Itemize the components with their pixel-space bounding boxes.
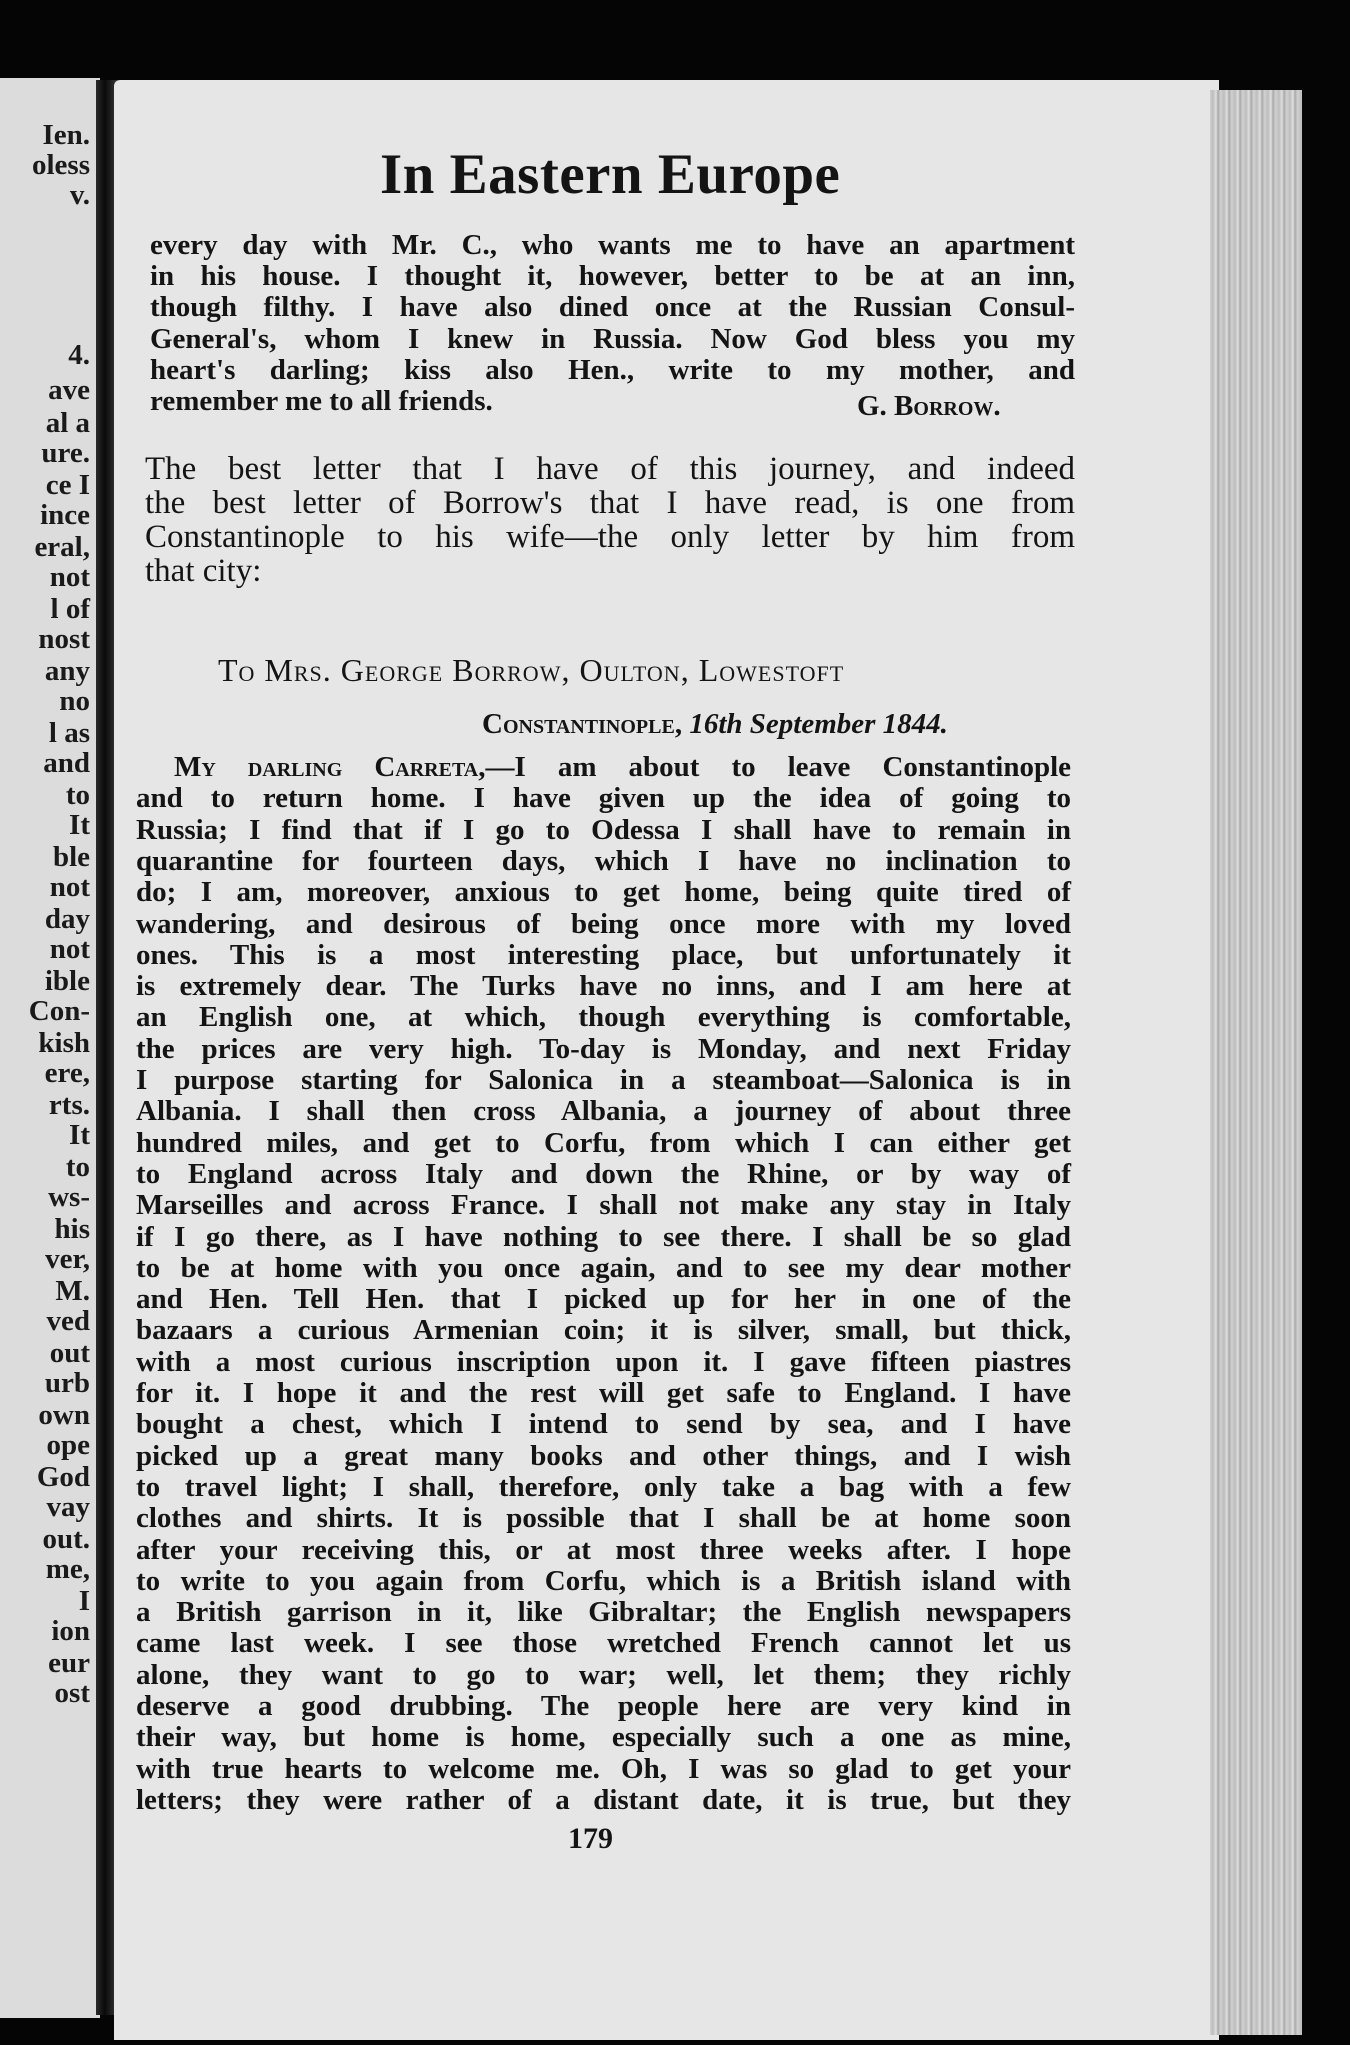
text-line: though filthy. I have also dined once at the Russian Consul- (150, 291, 1075, 324)
text-line: ones. This is a most interesting place, but unfortunately it (136, 938, 1071, 971)
text-line: letters; they were rather of a distant date, it is true, but they (136, 1783, 1071, 1816)
previous-page-fragment: ce I (45, 469, 90, 501)
text-line: hundred miles, and get to Corfu, from which I can either get (136, 1126, 1071, 1159)
text-line: to travel light; I shall, therefore, only take a bag with a few (136, 1470, 1071, 1503)
text-line: clothes and shirts. It is possible that I shall be at home soon (136, 1502, 1071, 1535)
previous-page-fragment: his (54, 1213, 90, 1245)
text-line: quarantine for fourteen days, which I have no inclination to (136, 844, 1071, 877)
previous-page-fragment: 4. (68, 339, 90, 371)
dateline-date: 16th September 1844. (689, 708, 948, 740)
previous-page-fragment: kish (38, 1027, 90, 1059)
previous-page-fragment: urb (44, 1367, 90, 1399)
dateline (482, 708, 948, 741)
text-line: Marseilles and across France. I shall not make any stay in Italy (136, 1189, 1071, 1222)
text-line: The best letter that I have of this journey, and indeed (145, 451, 1075, 487)
previous-page-fragment: out (49, 1337, 90, 1369)
previous-page-fragment: l as (48, 717, 90, 749)
previous-page-fragment: vay (46, 1491, 90, 1523)
previous-page-fragment: ble (52, 841, 90, 873)
text-line: alone, they want to go to war; well, let them; they richly (136, 1658, 1071, 1691)
text-line: every day with Mr. C., who wants me to have an apartment (150, 229, 1075, 261)
text-line: came last week. I see those wretched French cannot let us (136, 1627, 1071, 1660)
text-line: deserve a good drubbing. The people here are very kind in (136, 1690, 1071, 1722)
dateline-place: Constantinople, (482, 708, 683, 740)
previous-page-fragment: ave (48, 374, 90, 406)
text-line: with true hearts to welcome me. Oh, I was so glad to get your (136, 1752, 1071, 1785)
previous-page-fragment: to (65, 1151, 90, 1183)
page-edges (1210, 90, 1302, 2035)
previous-page-fragment: ere, (44, 1057, 90, 1089)
previous-page-fragment: ver, (45, 1243, 90, 1275)
text-line: a British garrison in it, like Gibraltar; the English newspapers (136, 1596, 1071, 1629)
previous-page-fragment: ure. (41, 437, 90, 469)
text-line: heart's darling; kiss also Hen., write to my mother, and (150, 353, 1075, 386)
text-line: that city: (145, 553, 262, 589)
text-line: and to return home. I have given up the idea of going to (136, 782, 1071, 815)
previous-page-fragment: not (49, 871, 90, 903)
previous-page-fragment: not (49, 933, 90, 965)
previous-page-fragment: no (59, 685, 90, 717)
previous-page-fragment: eral, (34, 531, 90, 563)
text-line: an English one, at which, though everything is comfortable, (136, 1001, 1071, 1034)
text-line: Russia; I find that if I go to Odessa I shall have to remain in (136, 813, 1071, 846)
previous-page-fragment: l of (50, 593, 90, 625)
text-line: to be at home with you once again, and to see my dear mother (136, 1251, 1071, 1284)
letter-heading: To Mrs. George Borrow, Oulton, Lowestoft (218, 652, 845, 688)
previous-page-fragment: to (65, 779, 90, 811)
text-line: for it. I hope it and the rest will get safe to England. I have (136, 1377, 1071, 1409)
text-line: I purpose starting for Salonica in a steamboat—Salonica is in (136, 1064, 1071, 1096)
text-line: Albania. I shall then cross Albania, a journey of about three (136, 1095, 1071, 1128)
text-line: do; I am, moreover, anxious to get home, being quite tired of (136, 876, 1071, 909)
previous-page-fragment: oless (32, 149, 90, 181)
previous-page-fragment: ible (44, 965, 90, 997)
page-number: 179 (568, 1822, 613, 1855)
previous-page-fragment: al a (45, 407, 90, 439)
text-line-rest: —I am about to leave Constantinople (485, 751, 1072, 783)
page-title: In Eastern Europe (380, 143, 841, 206)
previous-page-fragment: me, (45, 1553, 90, 1585)
text-line: is extremely dear. The Turks have no inns, and I am here at (136, 970, 1071, 1003)
text-line: Constantinople to his wife—the only letter by him from (145, 519, 1075, 555)
previous-page-fragment: own (38, 1399, 90, 1431)
text-line: to write to you again from Corfu, which is a British island with (136, 1564, 1071, 1597)
text-line: after your receiving this, or at most three weeks after. I hope (136, 1533, 1071, 1566)
text-line: with a most curious inscription upon it. I gave fifteen piastres (136, 1345, 1071, 1378)
previous-page-fragment: out. (42, 1523, 90, 1555)
salutation: My darling Carreta, (174, 751, 486, 783)
previous-page-fragment: I (78, 1585, 90, 1617)
previous-page-fragment: ws- (48, 1181, 90, 1213)
text-line: bazaars a curious Armenian coin; it is silver, small, but thick, (136, 1314, 1071, 1347)
previous-page-fragment: M. (55, 1275, 90, 1307)
previous-page-fragment: Con- (28, 995, 90, 1027)
previous-page-fragment: ince (40, 499, 90, 531)
previous-page-fragment: and (43, 747, 90, 779)
previous-page-fragment: rts. (48, 1089, 90, 1121)
previous-page-fragment: ved (46, 1305, 90, 1337)
text-line: to England across Italy and down the Rhine, or by way of (136, 1157, 1071, 1190)
previous-page-fragment: ion (51, 1615, 90, 1647)
previous-page-fragment: ope (46, 1429, 90, 1461)
text-line: the prices are very high. To-day is Monday, and next Friday (136, 1032, 1071, 1065)
previous-page-fragment: v. (69, 179, 90, 211)
text-line: wandering, and desirous of being once more with my loved (136, 907, 1071, 940)
previous-page-fragment: Ien. (42, 119, 90, 151)
text-line (174, 752, 1071, 783)
previous-page-fragment: ost (54, 1677, 90, 1709)
text-line: and Hen. Tell Hen. that I picked up for her in one of the (136, 1283, 1071, 1316)
previous-page-fragment: nost (38, 623, 90, 655)
text-line: General's, whom I knew in Russia. Now God bless you my (150, 322, 1075, 355)
previous-page (0, 78, 100, 2018)
previous-page-fragment: day (44, 903, 90, 935)
signature: G. Borrow. (857, 390, 1001, 422)
text-line: the best letter of Borrow's that I have read, is one from (145, 485, 1075, 521)
previous-page-fragment: God (36, 1461, 90, 1493)
text-line: if I go there, as I have nothing to see there. I shall be so glad (136, 1220, 1071, 1253)
previous-page-fragment: eur (48, 1647, 90, 1679)
previous-page-fragment: any (44, 655, 90, 687)
text-line: remember me to all friends. (150, 385, 493, 417)
text-line: picked up a great many books and other things, and I wish (136, 1439, 1071, 1472)
text-line: bought a chest, which I intend to send by sea, and I have (136, 1408, 1071, 1441)
previous-page-fragment: It (69, 809, 90, 841)
text-line: in his house. I thought it, however, better to be at an inn, (150, 260, 1075, 293)
previous-page-fragment: not (49, 561, 90, 593)
previous-page-fragment: It (69, 1119, 90, 1151)
text-line: their way, but home is home, especially such a one as mine, (136, 1721, 1071, 1754)
